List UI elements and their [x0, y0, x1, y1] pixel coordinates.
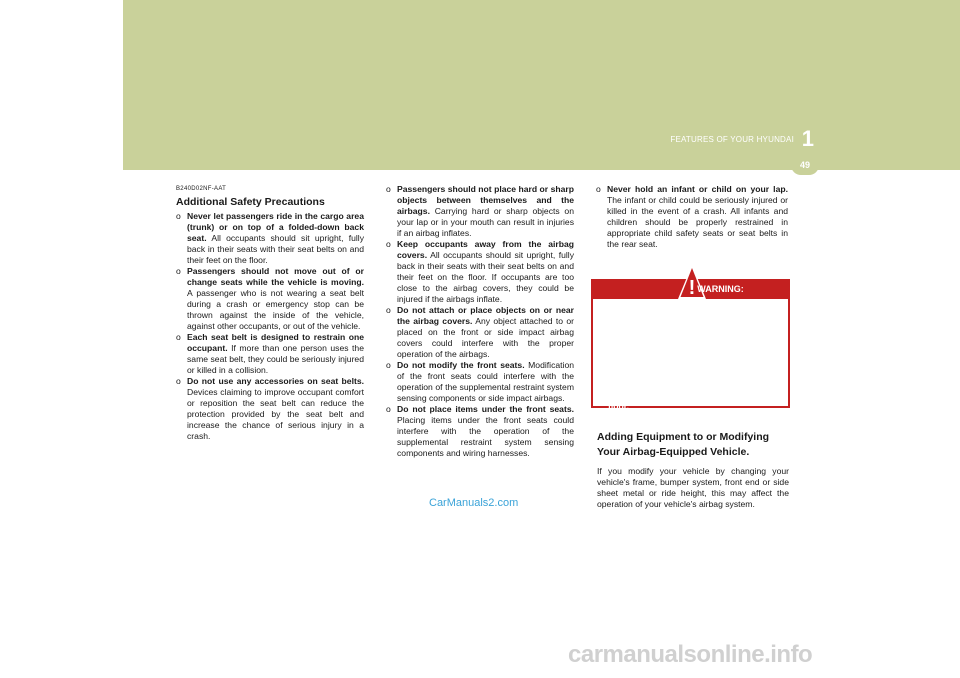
item-lead: Do not attach or place objects on or near the airbag covers.	[397, 305, 574, 326]
bullet-marker: o	[176, 266, 181, 276]
bullet-marker: o	[596, 184, 601, 194]
chapter-title: FEATURES OF YOUR HYUNDAI	[670, 135, 794, 144]
item-text: Placing items under the front seats could interfere with the operation of the supplemental restraint system sensing components and wiring harnesses.	[397, 415, 574, 458]
chapter-number: 1	[801, 126, 814, 151]
list-item	[386, 184, 574, 239]
bullet-marker: o	[176, 332, 181, 342]
right-column	[596, 184, 788, 250]
list-item	[596, 184, 788, 250]
item-text: All occupants should sit upright, fully back in their seats with their seat belts on and their feet on the floor. If occupants are too close to the airbag covers, they could be injured if the airbags inflate.	[397, 250, 574, 304]
item-text: If more than one person uses the same seat belt, they could be seriously injured or killed in a collision.	[187, 343, 364, 375]
airbag-precautions-list	[386, 184, 574, 459]
bullet-marker: o	[386, 184, 391, 194]
list-item	[176, 211, 364, 266]
item-text: All occupants should sit upright, fully back in their seats with their seat belts on and their feet on the floor.	[187, 233, 364, 265]
list-item	[386, 239, 574, 305]
bullet-marker: o	[597, 357, 603, 367]
section-title: Additional Safety Precautions	[176, 196, 325, 208]
bullet-marker: o	[597, 302, 603, 312]
precautions-list	[176, 211, 364, 442]
section-code: B240D02NF-AAT	[176, 186, 227, 192]
adding-equipment-title: Adding Equipment to or Modifying Your Airbag-Equipped Vehicle.	[597, 431, 770, 458]
bullet-marker: o	[386, 305, 391, 315]
list-item	[386, 305, 574, 360]
adding-equipment-body: If you modify your vehicle by changing your vehicle's frame, bumper system, front end or side sheet metal or ride height, this may affect the operation of your vehicle's airbag system.	[597, 466, 789, 509]
left-column	[176, 184, 364, 442]
page-number-tab	[791, 155, 819, 175]
item-lead: Never hold an infant or child on your lap.	[607, 184, 788, 194]
item-text: Devices claiming to improve occupant comfort or reposition the seat belt can reduce the protection provided by the seat belt and increase the chance of serious injury in a crash.	[187, 387, 364, 441]
list-item	[176, 266, 364, 332]
item-text: A passenger who is not wearing a seat belt during a crash or emergency stop can be thrown against the inside of the vehicle, against other occupants, or out of the vehicle.	[187, 288, 364, 331]
bullet-marker: o	[386, 239, 391, 249]
warning-box	[591, 277, 790, 411]
list-item	[176, 376, 364, 442]
warning-list	[597, 302, 787, 412]
item-lead: Passengers should not place hard or sharp objects between themselves and the airbags.	[397, 184, 574, 216]
item-text: Any object attached to or placed on the front or side impact airbag covers could interfere with the proper operation of the airbags.	[397, 316, 574, 359]
item-lead: Never let passengers ride in the cargo area (trunk) or on top of a folded-down back seat.	[187, 211, 364, 243]
warning-symbol: !	[688, 277, 696, 299]
warning-text: Always sit upright with the seatback in an upright position, centered on the seat cushion with your seat belt on, legs comfortably extended and your feet on the floor.	[608, 357, 782, 411]
item-text: Modification of the front seats could interfere with the operation of the supplemental restraint system sensing components or side impact airbags.	[397, 360, 575, 403]
middle-column	[386, 184, 574, 459]
item-lead: Do not use any accessories on seat belts.	[187, 376, 364, 386]
list-item	[386, 360, 574, 404]
list-item	[386, 404, 574, 459]
bullet-marker: o	[176, 376, 181, 386]
page-number: 49	[799, 160, 810, 170]
item-lead: Do not place items under the front seats.	[397, 404, 574, 414]
bullet-marker: o	[386, 404, 391, 414]
item-text: Carrying hard or sharp objects on your lap or in your mouth can result in injuries if an airbag inflates.	[397, 206, 574, 238]
item-lead: Passengers should not move out of or change seats while the vehicle is moving.	[187, 266, 364, 287]
header-band	[123, 0, 960, 170]
child-precautions-list	[596, 184, 788, 250]
warning-text: Sitting improperly or out of position can cause occupants to be shifted too close to a deploying airbag, strike the interior structure or be thrown from the vehicle resulting in serious injury or death.	[608, 302, 782, 356]
bullet-marker: o	[386, 360, 391, 370]
bullet-marker: o	[176, 211, 181, 221]
list-item	[176, 332, 364, 376]
warning-item	[597, 357, 787, 412]
item-text: The infant or child could be seriously injured or killed in the event of a crash. All infants and children should be properly restrained in appropriate child safety seats or seat belts in the rear seat.	[607, 195, 788, 249]
warning-item	[597, 302, 787, 357]
item-lead: Keep occupants away from the airbag covers.	[397, 239, 574, 260]
item-lead: Do not modify the front seats.	[397, 360, 525, 370]
warning-label: WARNING:	[697, 284, 744, 294]
watermark-bottom: carmanualsonline.info	[568, 641, 813, 668]
watermark-link[interactable]: CarManuals2.com	[429, 497, 519, 509]
item-lead: Each seat belt is designed to restrain one occupant.	[187, 332, 364, 353]
